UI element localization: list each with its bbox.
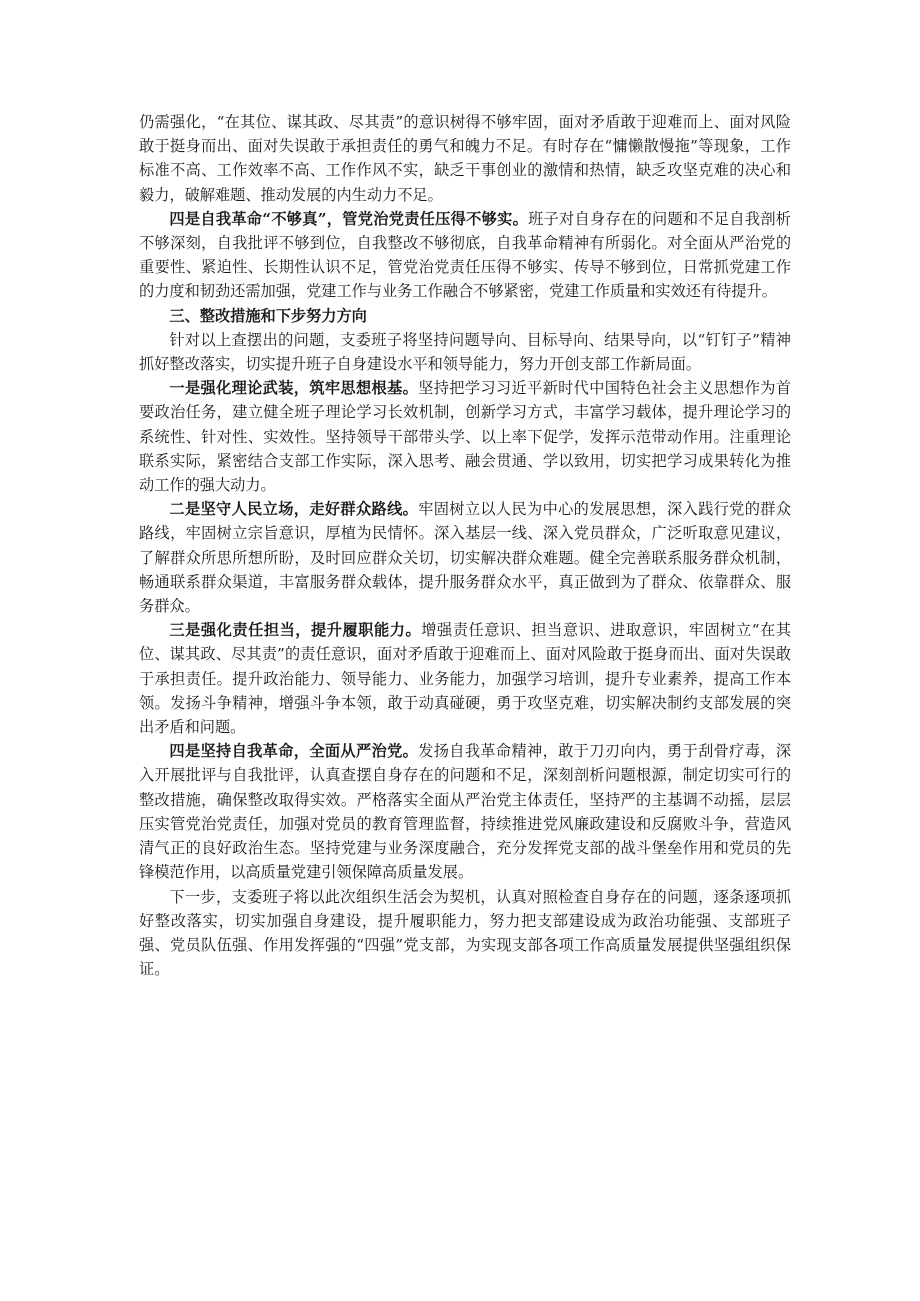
paragraph-measure-one [139,376,791,497]
paragraph-measure-two [139,497,791,618]
paragraph-text: 班子对自身存在的问题和不足自我剖析不够深刻，自我批评不够到位，自我整改不够彻底，自我革命精神有所弱化。对全面从严治党的重要性、紧迫性、长期性认识不足，管党治党责任压得不够实、传导不够到位，日常抓党建工作的力度和韧劲还需加强，党建工作与业务工作融合不够紧密，党建工作质量和实效还有待提升。 [139,209,791,301]
paragraph-measure-four [139,739,791,884]
paragraph-text: 增强责任意识、担当意识、进取意识，牢固树立“在其位、谋其政、尽其责”的责任意识，面对矛盾敢于迎难而上、面对风险敢于挺身而出、面对失误敢于承担责任。提升政治能力、领导能力、业务能力，加强学习培训，提升专业素养，提高工作本领。发扬斗争精神，增强斗争本领，敢于动真碰硬，勇于攻坚克难，切实解决制约支部发展的突出矛盾和问题。 [139,621,792,737]
paragraph-lead: 四是坚持自我革命，全面从严治党。 [169,742,419,761]
paragraph-text: 针对以上查摆出的问题，支委班子将坚持问题导向、目标导向、结果导向，以“钉钉子”精神抓好整改落实，切实提升班子自身建设水平和领导能力，努力开创支部工作新局面。 [139,330,791,374]
paragraph-text: 坚持把学习习近平新时代中国特色社会主义思想作为首要政治任务，建立健全班子理论学习长效机制，创新学习方式，丰富学习载体，提升理论学习的系统性、针对性、实效性。坚持领导干部带头学、以上率下促学，发挥示范带动作用。注重理论联系实际，紧密结合支部工作实际，深入思考、融会贯通、学以致用，切实把学习成果转化为推动工作的强大动力。 [139,379,792,495]
paragraph-next-step [139,885,791,982]
paragraph-intro [139,328,791,376]
paragraph-measure-three [139,618,791,739]
section-heading [139,304,791,328]
paragraph-lead: 三是强化责任担当，提升履职能力。 [169,621,422,640]
paragraph-continuation [139,110,791,207]
section-heading-text: 三、整改措施和下步努力方向 [169,306,367,325]
document-body [139,110,791,981]
paragraph-text: 牢固树立以人民为中心的发展思想，深入践行党的群众路线，牢固树立宗旨意识，厚植为民情怀。深入基层一线、深入党员群众，广泛听取意见建议，了解群众所思所想所盼，及时回应群众关切，切实解决群众难题。健全完善联系服务群众机制，畅通联系群众渠道，丰富服务群众载体，提升服务群众水平，真正做到为了群众、依靠群众、服务群众。 [139,500,792,616]
paragraph-lead: 二是坚守人民立场，走好群众路线。 [169,500,419,519]
paragraph-point-four-problem [139,207,791,304]
paragraph-text: 下一步，支委班子将以此次组织生活会为契机，认真对照检查自身存在的问题，逐条逐项抓好整改落实，切实加强自身建设，提升履职能力，努力把支部建设成为政治功能强、支部班子强、党员队伍强、作用发挥强的“四强”党支部，为实现支部各项工作高质量发展提供坚强组织保证。 [139,887,791,979]
paragraph-lead: 四是自我革命“不够真”，管党治党责任压得不够实。 [169,209,529,228]
paragraph-text: 发扬自我革命精神，敢于刀刃向内，勇于刮骨疗毒，深入开展批评与自我批评，认真查摆自身存在的问题和不足，深刻剖析问题根源，制定切实可行的整改措施，确保整改取得实效。严格落实全面从严治党主体责任，坚持严的主基调不动摇，层层压实管党治党责任，加强对党员的教育管理监督，持续推进党风廉政建设和反腐败斗争，营造风清气正的良好政治生态。坚持党建与业务深度融合，充分发挥党支部的战斗堡垒作用和党员的先锋模范作用，以高质量党建引领保障高质量发展。 [139,742,792,882]
paragraph-text: 仍需强化，“在其位、谋其政、尽其责”的意识树得不够牢固，面对矛盾敢于迎难而上、面对风险敢于挺身而出、面对失误敢于承担责任的勇气和魄力不足。有时存在“慵懒散慢拖”等现象，工作标准不高、工作效率不高、工作作风不实，缺乏干事创业的激情和热情，缺乏攻坚克难的决心和毅力，破解难题、推动发展的内生动力不足。 [139,113,791,204]
paragraph-lead: 一是强化理论武装，筑牢思想根基。 [169,379,419,398]
